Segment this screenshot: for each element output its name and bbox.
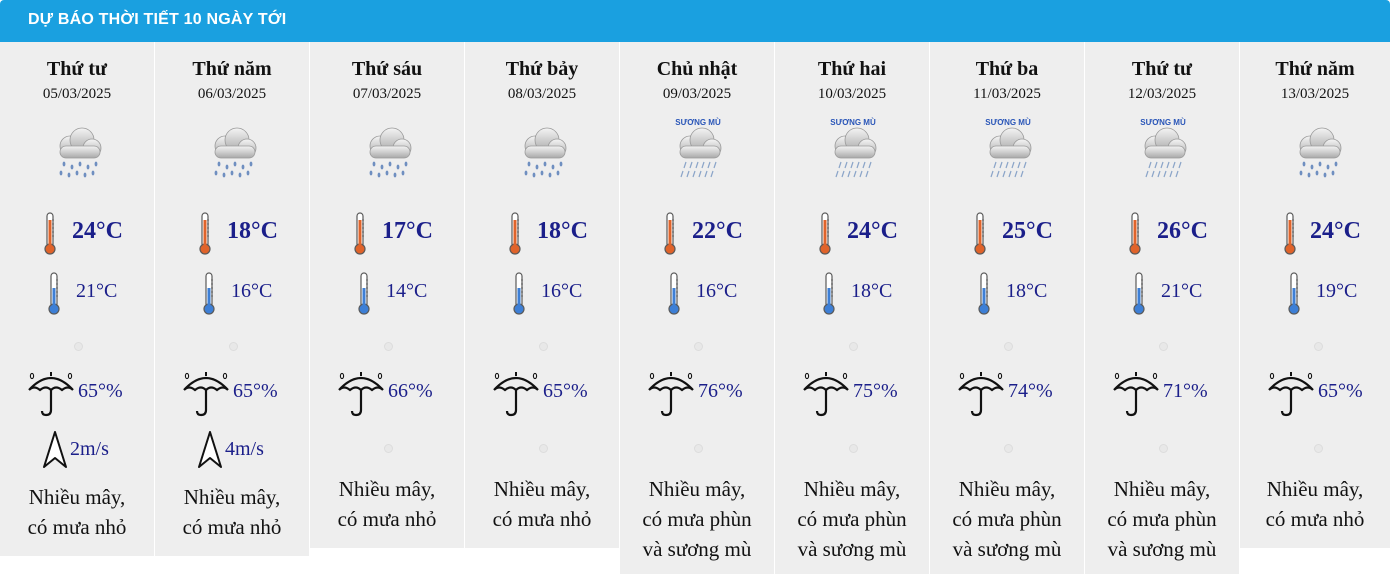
temp-low: 18°C [851,280,893,302]
separator-dot [1004,342,1013,351]
rain-cloud-icon [205,116,261,180]
weather-description-line: có mưa phùn [952,507,1062,531]
rain-cloud-icon [50,116,106,180]
day-name: Thứ hai [817,58,887,80]
weather-description-line: và sương mù [952,537,1062,561]
weather-description-line: có mưa phùn [1107,507,1217,531]
thermometer-hot-icon [354,212,366,256]
day-date: 09/03/2025 [662,86,732,102]
humidity-value: 71°% [1163,380,1208,402]
temp-low: 19°C [1316,280,1358,302]
umbrella-icon [801,370,851,418]
day-column [930,42,1085,574]
thermometer-cold-icon [48,272,60,316]
weather-description-line: Nhiều mây, [493,477,591,501]
fog-badge-text: SƯƠNG MÙ [1140,118,1186,127]
umbrella-icon [1111,370,1161,418]
thermometer-hot-icon [664,212,676,256]
separator-dot [849,342,858,351]
temp-low: 21°C [76,280,118,302]
separator-dot [74,342,83,351]
fog-badge-text: SƯƠNG MÙ [675,118,721,127]
weather-description-line: có mưa nhỏ [27,515,127,539]
thermometer-cold-icon [1133,272,1145,316]
umbrella-icon [336,370,386,418]
humidity-value: 65°% [233,380,278,402]
day-column [465,42,620,548]
umbrella-icon [646,370,696,418]
day-date: 10/03/2025 [817,86,887,102]
temp-high: 18°C [227,218,278,244]
day-name: Thứ sáu [351,58,423,80]
day-date: 06/03/2025 [197,86,267,102]
header-title: DỰ BÁO THỜI TIẾT 10 NGÀY TỚI [28,11,287,28]
umbrella-icon [181,370,231,418]
wind-direction-icon [42,430,68,470]
day-column [775,42,930,574]
temp-high: 26°C [1157,218,1208,244]
thermometer-cold-icon [978,272,990,316]
forecast-grid [0,42,1390,574]
thermometer-cold-icon [668,272,680,316]
weather-description-line: có mưa nhỏ [182,515,282,539]
umbrella-icon [1266,370,1316,418]
separator-dot [1314,444,1323,453]
day-date: 11/03/2025 [973,86,1041,102]
separator-dot [1004,444,1013,453]
temp-low: 14°C [386,280,428,302]
fog-badge-text: SƯƠNG MÙ [830,118,876,127]
weather-description-line: Nhiều mây, [803,477,901,501]
day-name: Thứ năm [1275,58,1355,80]
rain-cloud-icon [360,116,416,180]
forecast-header [0,0,1390,42]
weather-description-line: Nhiều mây, [1113,477,1211,501]
weather-description-line: có mưa nhỏ [337,507,437,531]
weather-description-line: và sương mù [1107,537,1217,561]
weather-description-line: có mưa nhỏ [492,507,592,531]
thermometer-hot-icon [974,212,986,256]
thermometer-hot-icon [509,212,521,256]
weather-description-line: Nhiều mây, [958,477,1056,501]
weather-description-line: có mưa phùn [642,507,752,531]
separator-dot [1159,444,1168,453]
day-name: Thứ năm [192,58,272,80]
day-name: Thứ bảy [505,58,579,80]
day-date: 08/03/2025 [507,86,577,102]
umbrella-icon [26,370,76,418]
weather-description-line: có mưa nhỏ [1265,507,1365,531]
thermometer-hot-icon [819,212,831,256]
temp-high: 24°C [1310,218,1361,244]
temp-low: 16°C [231,280,273,302]
thermometer-cold-icon [203,272,215,316]
fog-drizzle-icon [980,116,1036,180]
fog-drizzle-icon [670,116,726,180]
wind-direction-icon [197,430,223,470]
thermometer-hot-icon [199,212,211,256]
separator-dot [229,342,238,351]
humidity-value: 76°% [698,380,743,402]
separator-dot [539,444,548,453]
fog-drizzle-icon [825,116,881,180]
day-name: Thứ tư [1131,58,1193,80]
weather-description-line: và sương mù [642,537,752,561]
thermometer-hot-icon [44,212,56,256]
weather-description-line: Nhiều mây, [338,477,436,501]
wind-speed: 4m/s [225,438,264,460]
temp-low: 16°C [696,280,738,302]
rain-cloud-icon [515,116,571,180]
temp-high: 24°C [847,218,898,244]
day-date: 07/03/2025 [352,86,422,102]
day-name: Chủ nhật [656,58,738,80]
weather-description-line: Nhiều mây, [1266,477,1364,501]
thermometer-hot-icon [1129,212,1141,256]
humidity-value: 75°% [853,380,898,402]
rain-cloud-icon [1290,116,1346,180]
separator-dot [849,444,858,453]
weather-description-line: và sương mù [797,537,907,561]
temp-high: 22°C [692,218,743,244]
temp-low: 21°C [1161,280,1203,302]
day-name: Thứ tư [46,58,108,80]
weather-description-line: Nhiều mây, [183,485,281,509]
separator-dot [694,342,703,351]
umbrella-icon [491,370,541,418]
humidity-value: 65°% [78,380,123,402]
umbrella-icon [956,370,1006,418]
day-column [155,42,310,556]
day-date: 13/03/2025 [1280,86,1350,102]
day-column [310,42,465,548]
thermometer-cold-icon [1288,272,1300,316]
day-date: 05/03/2025 [42,86,112,102]
wind-speed: 2m/s [70,438,109,460]
day-name: Thứ ba [975,58,1039,80]
separator-dot [384,342,393,351]
thermometer-cold-icon [823,272,835,316]
separator-dot [1159,342,1168,351]
day-column [1085,42,1240,574]
humidity-value: 74°% [1008,380,1053,402]
fog-badge-text: SƯƠNG MÙ [985,118,1031,127]
temp-high: 17°C [382,218,433,244]
thermometer-hot-icon [1284,212,1296,256]
humidity-value: 65°% [1318,380,1363,402]
thermometer-cold-icon [358,272,370,316]
separator-dot [539,342,548,351]
weather-description-line: Nhiều mây, [648,477,746,501]
day-column [0,42,155,556]
separator-dot [1314,342,1323,351]
separator-dot [384,444,393,453]
humidity-value: 66°% [388,380,433,402]
temp-high: 25°C [1002,218,1053,244]
temp-low: 16°C [541,280,583,302]
fog-drizzle-icon [1135,116,1191,180]
temp-high: 24°C [72,218,123,244]
humidity-value: 65°% [543,380,588,402]
weather-description-line: Nhiều mây, [28,485,126,509]
temp-high: 18°C [537,218,588,244]
day-date: 12/03/2025 [1127,86,1197,102]
day-column [1240,42,1390,548]
temp-low: 18°C [1006,280,1048,302]
thermometer-cold-icon [513,272,525,316]
weather-description-line: có mưa phùn [797,507,907,531]
day-column [620,42,775,574]
separator-dot [694,444,703,453]
